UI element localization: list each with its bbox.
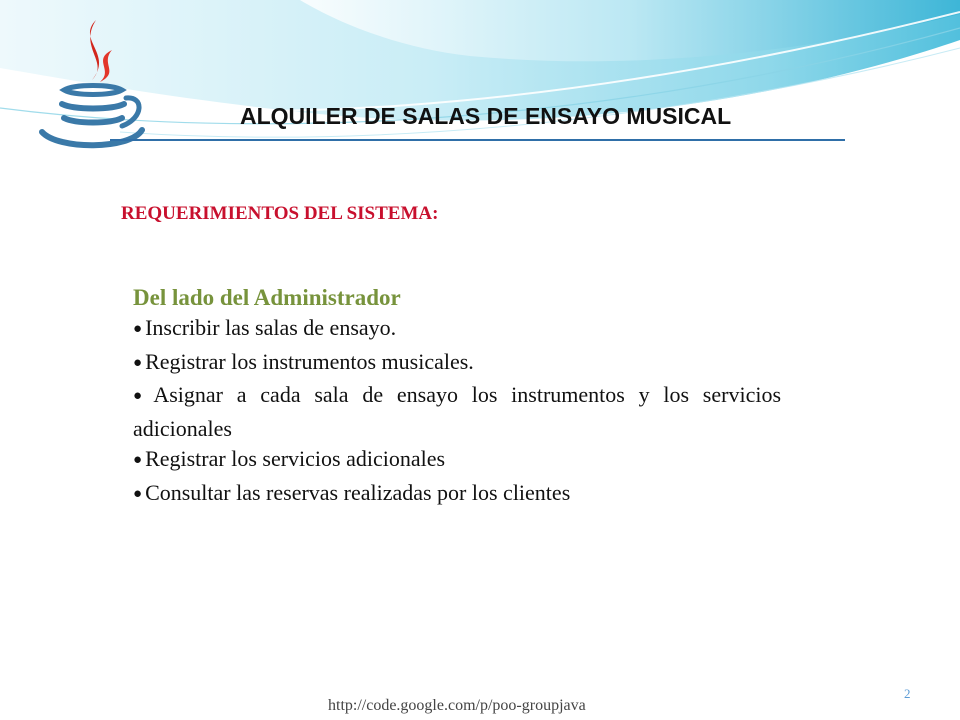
list-item [133,380,781,444]
list-item [133,313,781,347]
bullet-icon: ● [133,354,143,371]
list-item [133,478,781,512]
requirements-title: REQUERIMIENTOS DEL SISTEMA: [121,203,439,224]
list-item-text: Inscribir las salas de ensayo. [145,315,397,340]
list-item-text: Registrar los servicios adicionales [145,446,446,471]
list-item-text: Consultar las reservas realizadas por los clientes [145,479,571,505]
java-steam-flame-small-icon [100,50,112,82]
bullet-icon: ● [133,321,143,337]
page-number: 2 [904,686,911,701]
java-cup-ring-2 [62,104,124,109]
title-underline [110,139,845,141]
bullet-icon: ● [133,485,143,502]
list-item-text: Asignar a cada sala de ensayo los instrumentos y los servicios adicionales [133,382,782,441]
footer-link[interactable]: http://code.google.com/p/poo-groupjava [328,697,586,714]
slide-title: ALQUILER DE SALAS DE ENSAYO MUSICAL [240,103,732,129]
java-cup-ring-3 [64,118,122,123]
list-item-text: Registrar los instrumentos musicales. [145,348,474,374]
java-cup-ring-1 [64,86,122,95]
java-logo-icon [34,18,154,163]
list-item [133,347,781,381]
java-saucer [42,130,142,145]
list-item [133,444,781,478]
java-steam-flame-icon [90,20,99,80]
bullet-icon: ● [133,388,151,404]
bullet-icon: ● [133,452,143,468]
bullet-list [133,313,781,511]
section-heading: Del lado del Administrador [133,285,401,310]
content-body [133,283,781,511]
